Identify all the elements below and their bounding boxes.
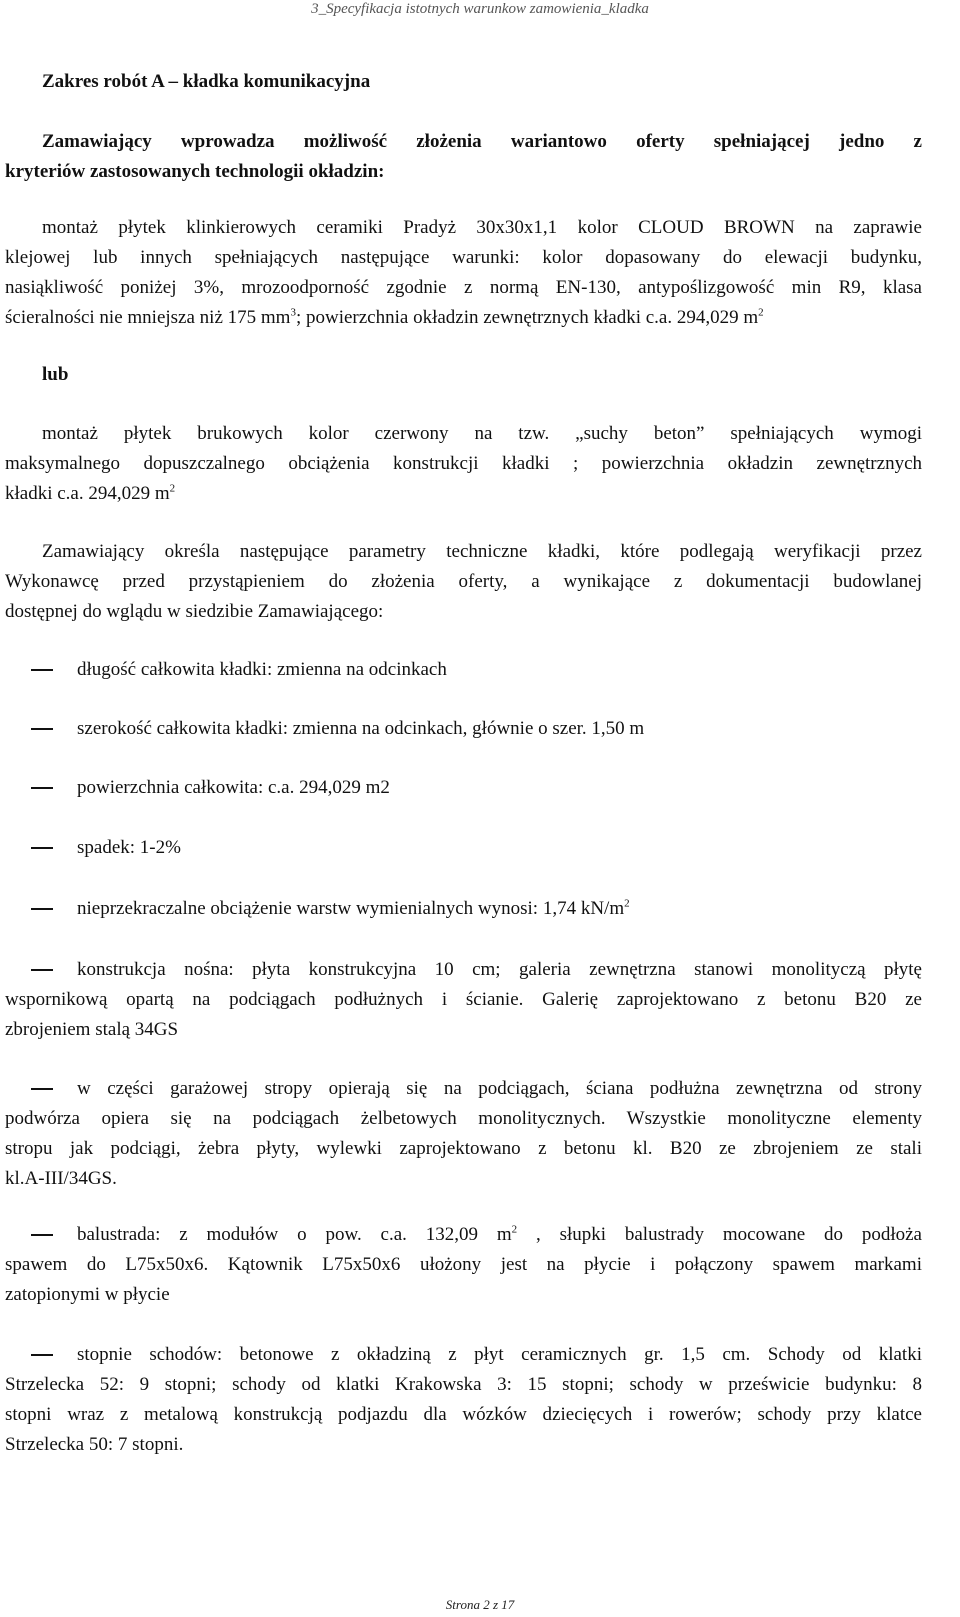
page-number-footer: Strona 2 z 17 (445, 1597, 515, 1612)
variant-intro-line-2: kryteriów zastosowanych technologii okładzin: (5, 161, 385, 182)
parameters-intro-body (5, 567, 922, 627)
option-b-line-2: maksymalnego dopuszczalnego obciążenia konstrukcji kładki ; powierzchnia okładzin zewnętrznych (5, 453, 922, 474)
parameters-intro-line-2: Wykonawcę przed przystąpieniem do złożenia oferty, a wynikające z dokumentacji budowlanej (5, 571, 922, 592)
dash-bullet-icon (31, 955, 53, 985)
option-a-line-3: nasiąkliwość poniżej 3%, mrozoodporność zgodnie z normą EN-130, antypoślizgowość min R9, klasa (5, 277, 922, 298)
dash-bullet-icon (31, 714, 53, 744)
option-a-body (5, 243, 922, 333)
variant-intro (42, 127, 922, 157)
option-a-line-2: klejowej lub innych spełniających następujące warunki: kolor dopasowany do elewacji budynku, (5, 247, 922, 268)
running-header: 3_Specyfikacja istotnych warunkow zamowienia_kladka (311, 1, 649, 17)
option-b-body (5, 449, 922, 509)
parameter-item: balustrada: z modułów o pow. c.a. 132,09 $m^2$ , słupki balustrady mocowane do podłoża spawem do L75x50x6. Kątownik L75x50x6 ułożony jest na płycie i połączony spawem markami zatopionymi w płycie (5, 1220, 922, 1310)
option-b-line-3: kładki c.a. 294,029 $m^2$ (5, 482, 176, 504)
option-a-paragraph (42, 213, 922, 243)
variant-intro-line-1: Zamawiający wprowadza możliwość złożenia wariantowo oferty spełniającej jedno z (42, 131, 922, 152)
parameter-item: stopnie schodów: betonowe z okładziną z płyt ceramicznych gr. 1,5 cm. Schody od klatki Strzelecka 52: 9 stopni; schody od klatki Krakowska 3: 15 stopni; schody w prześwicie budynku: 8 stopni wraz z metalową konstrukcją podjazdu dla wózków dziecięcych i rowerów; schody przy klatce Strzelecka 50: 7 stopni. (5, 1340, 922, 1460)
parameter-item: powierzchnia całkowita: c.a. 294,029 m2 (5, 773, 957, 803)
dash-bullet-icon (31, 1220, 53, 1250)
option-b-paragraph (42, 419, 922, 449)
parameter-item: szerokość całkowita kładki: zmienna na odcinkach, głównie o szer. 1,50 m (5, 714, 957, 744)
dash-bullet-icon (31, 833, 53, 863)
option-a-line-4: ścieralności nie mniejsza niż 175 $mm^3$; powierzchnia okładzin zewnętrznych kładki c.a. 294,029 $m^2$ (5, 306, 764, 328)
option-b-line-1: montaż płytek brukowych kolor czerwony na tzw. „suchy beton” spełniających wymogi (42, 423, 922, 444)
option-a-line-1: montaż płytek klinkierowych ceramiki Pradyż 30x30x1,1 kolor CLOUD BROWN na zaprawie (42, 217, 922, 238)
section-title: Zakres robót A – kładka komunikacyjna (42, 71, 371, 92)
parameters-intro-line-1: Zamawiający określa następujące parametry techniczne kładki, które podlegają weryfikacji przez (42, 541, 922, 562)
parameter-item: spadek: 1-2% (5, 833, 957, 863)
parameter-item: konstrukcja nośna: płyta konstrukcyjna 10 cm; galeria zewnętrzna stanowi monolityczą płytę wspornikową opartą na podciągach podłużnych i ścianie. Galerię zaprojektowano z betonu B20 ze zbrojeniem stalą 34GS (5, 955, 922, 1045)
dash-bullet-icon (31, 655, 53, 685)
parameter-item: nieprzekraczalne obciążenie warstw wymienialnych wynosi: 1,74 $kN/m^2$ (5, 894, 957, 924)
dash-bullet-icon (31, 773, 53, 803)
or-label: lub (42, 364, 69, 385)
dash-bullet-icon (31, 1074, 53, 1104)
parameter-item: długość całkowita kładki: zmienna na odcinkach (5, 655, 957, 685)
parameter-item: w części garażowej stropy opierają się na podciągach, ściana podłużna zewnętrzna od strony podwórza opiera się na podciągach żelbetowych monolitycznych. Wszystkie monolityczne elementy stropu jak podciągi, żebra płyty, wylewki zaprojektowano z betonu kl. B20 ze zbrojeniem ze stali kl.A-III/34GS. (5, 1074, 922, 1194)
parameters-intro-line-3: dostępnej do wglądu w siedzibie Zamawiającego: (5, 601, 384, 622)
parameters-intro (42, 537, 922, 567)
dash-bullet-icon (31, 1340, 53, 1370)
dash-bullet-icon (31, 894, 53, 924)
